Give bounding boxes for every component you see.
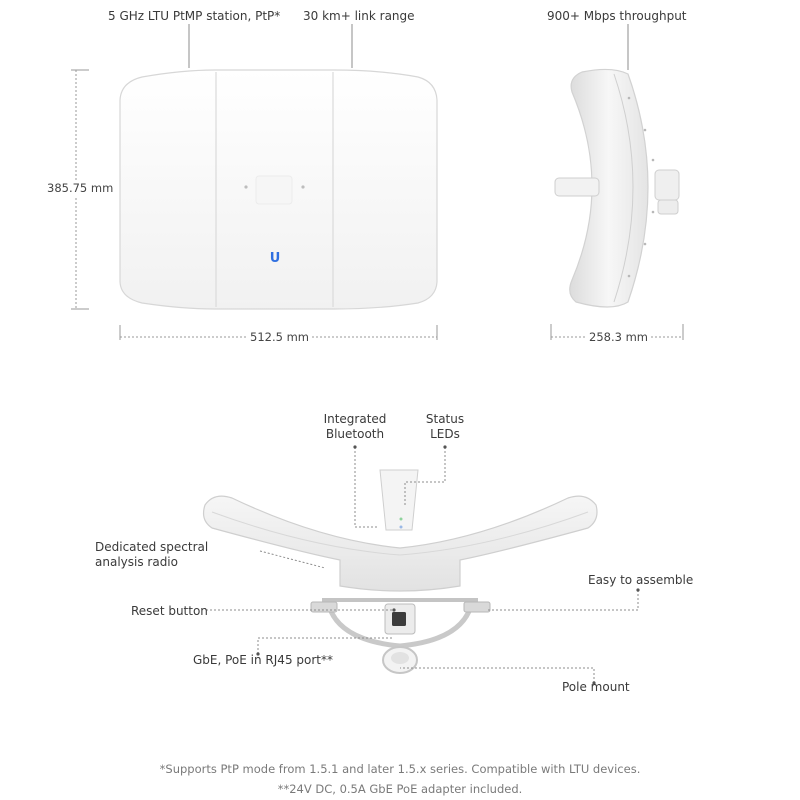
top-leader-lines bbox=[189, 24, 628, 70]
callout-gbe-port: GbE, PoE in RJ45 port** bbox=[193, 653, 333, 667]
callout-status-leds bbox=[412, 412, 478, 442]
logo-mark: U bbox=[269, 251, 281, 266]
ubiquiti-logo bbox=[266, 250, 284, 268]
side-view bbox=[555, 69, 679, 307]
callout-pole-mount: Pole mount bbox=[562, 680, 630, 694]
dimension-height: 385.75 mm bbox=[44, 181, 116, 196]
dimension-width: 512.5 mm bbox=[247, 330, 312, 345]
front-screw-right bbox=[301, 185, 304, 188]
callout-bluetooth-line2: Bluetooth bbox=[325, 427, 385, 441]
callout-ptmp-station: 5 GHz LTU PtMP station, PtP* bbox=[108, 9, 281, 23]
front-center-insert bbox=[256, 176, 292, 204]
callout-throughput: 900+ Mbps throughput bbox=[547, 9, 687, 23]
rear-view bbox=[204, 470, 597, 673]
callout-spectral-radio-line2: analysis radio bbox=[95, 555, 178, 569]
rj45-port bbox=[392, 612, 406, 626]
callout-easy-assemble: Easy to assemble bbox=[588, 573, 694, 587]
footnote-ptp-mode: *Supports PtP mode from 1.5.1 and later 1.5.x series. Compatible with LTU devices. bbox=[159, 762, 641, 776]
callout-status-leds-line1: Status bbox=[425, 412, 465, 426]
side-mount-clamp-lower bbox=[658, 200, 678, 214]
callout-status-leds-line2: LEDs bbox=[430, 427, 460, 441]
front-view bbox=[120, 70, 437, 309]
callout-spectral-radio-line1: Dedicated spectral bbox=[95, 540, 209, 554]
side-mount-clamp bbox=[655, 170, 679, 200]
status-led-2 bbox=[400, 526, 403, 529]
radio-housing bbox=[380, 470, 418, 530]
dimension-depth: 258.3 mm bbox=[586, 330, 651, 345]
status-led-1 bbox=[400, 518, 403, 521]
front-screw-left bbox=[244, 185, 247, 188]
callout-reset-button: Reset button bbox=[131, 604, 208, 618]
callout-link-range: 30 km+ link range bbox=[303, 9, 415, 23]
callout-spectral-radio bbox=[95, 540, 208, 570]
side-mount-arm bbox=[555, 178, 599, 196]
footnote-poe-adapter: **24V DC, 0.5A GbE PoE adapter included. bbox=[277, 782, 523, 796]
callout-bluetooth bbox=[312, 412, 398, 442]
bolt-right bbox=[464, 602, 490, 612]
callout-bluetooth-line1: Integrated bbox=[323, 412, 387, 426]
